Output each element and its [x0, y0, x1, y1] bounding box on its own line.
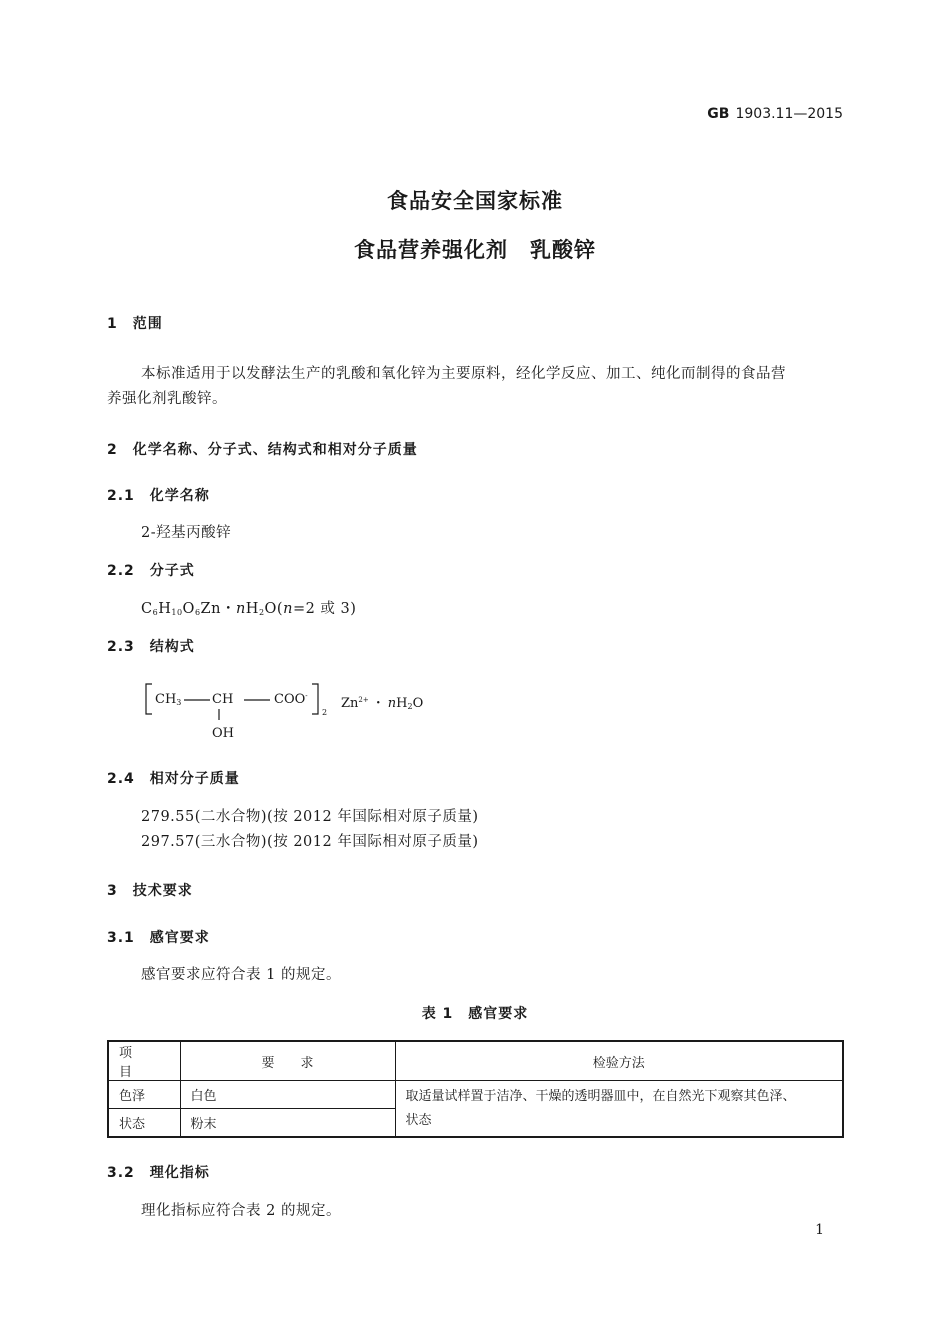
heading-3-2: 3.2 理化指标: [107, 1165, 210, 1181]
molecular-mass-trihydrate: 297.57(三水合物)(按 2012 年国际相对原子质量): [141, 834, 479, 850]
heading-2-1: 2.1 化学名称: [107, 488, 210, 504]
row-item-state: 状态: [108, 1109, 180, 1138]
coo-group: COO-: [274, 692, 308, 707]
doc-code: 1903.11—2015: [735, 106, 843, 122]
sensory-text: 感官要求应符合表 1 的规定。: [141, 967, 341, 983]
ch3-group: $CH_3$: [155, 692, 182, 707]
header-method: 检验方法: [395, 1041, 843, 1081]
heading-3: 3 技术要求: [107, 883, 193, 899]
oh-group: OH: [212, 726, 234, 741]
heading-2-3: 2.3 结构式: [107, 639, 195, 655]
page-number: 1: [815, 1222, 824, 1238]
ch-group: CH: [212, 692, 234, 707]
heading-2: 2 化学名称、分子式、结构式和相对分子质量: [107, 442, 418, 458]
molecular-mass-dihydrate: 279.55(二水合物)(按 2012 年国际相对原子质量): [141, 809, 479, 825]
title-line-1: 食品安全国家标准: [387, 189, 563, 213]
heading-1-scope: 1 范围: [107, 316, 163, 332]
header-requirement: 要 求: [180, 1041, 395, 1081]
row-req-color: 白色: [180, 1081, 395, 1109]
heading-2-2: 2.2 分子式: [107, 563, 195, 579]
table-row: [108, 1081, 843, 1109]
physchem-text: 理化指标应符合表 2 的规定。: [141, 1203, 341, 1219]
doc-prefix: GB: [707, 106, 730, 122]
heading-3-1: 3.1 感官要求: [107, 930, 210, 946]
chemical-name: 2-羟基丙酸锌: [141, 525, 232, 541]
heading-2-4: 2.4 相对分子质量: [107, 771, 240, 787]
document-number: [707, 106, 843, 122]
zinc-ion: $Zn^{2+}$ ・ $nH_2O$: [341, 696, 424, 711]
table-1-caption: 表 1 感官要求: [421, 1006, 529, 1022]
molecular-formula: $C_6H_{10}O_6Zn$・$nH_2O(n=2$ 或 3): [141, 601, 357, 617]
header-item: 项 目: [108, 1041, 180, 1081]
title-line-2: 食品营养强化剂 乳酸锌: [354, 238, 596, 262]
row-req-state: 粉末: [180, 1109, 395, 1138]
inspection-method: 取适量试样置于洁净、干燥的透明器皿中，在自然光下观察其色泽、 状态: [395, 1081, 843, 1138]
sensory-requirements-table: [107, 1040, 844, 1138]
scope-paragraph-line-1: 本标准适用于以发酵法生产的乳酸和氧化锌为主要原料，经化学反应、加工、纯化而制得的食品营: [141, 366, 786, 382]
table-header-row: [108, 1041, 843, 1081]
row-item-color: 色泽: [108, 1081, 180, 1109]
bracket-subscript: 2: [322, 708, 328, 717]
scope-paragraph-line-2: 养强化剂乳酸锌。: [107, 391, 227, 407]
